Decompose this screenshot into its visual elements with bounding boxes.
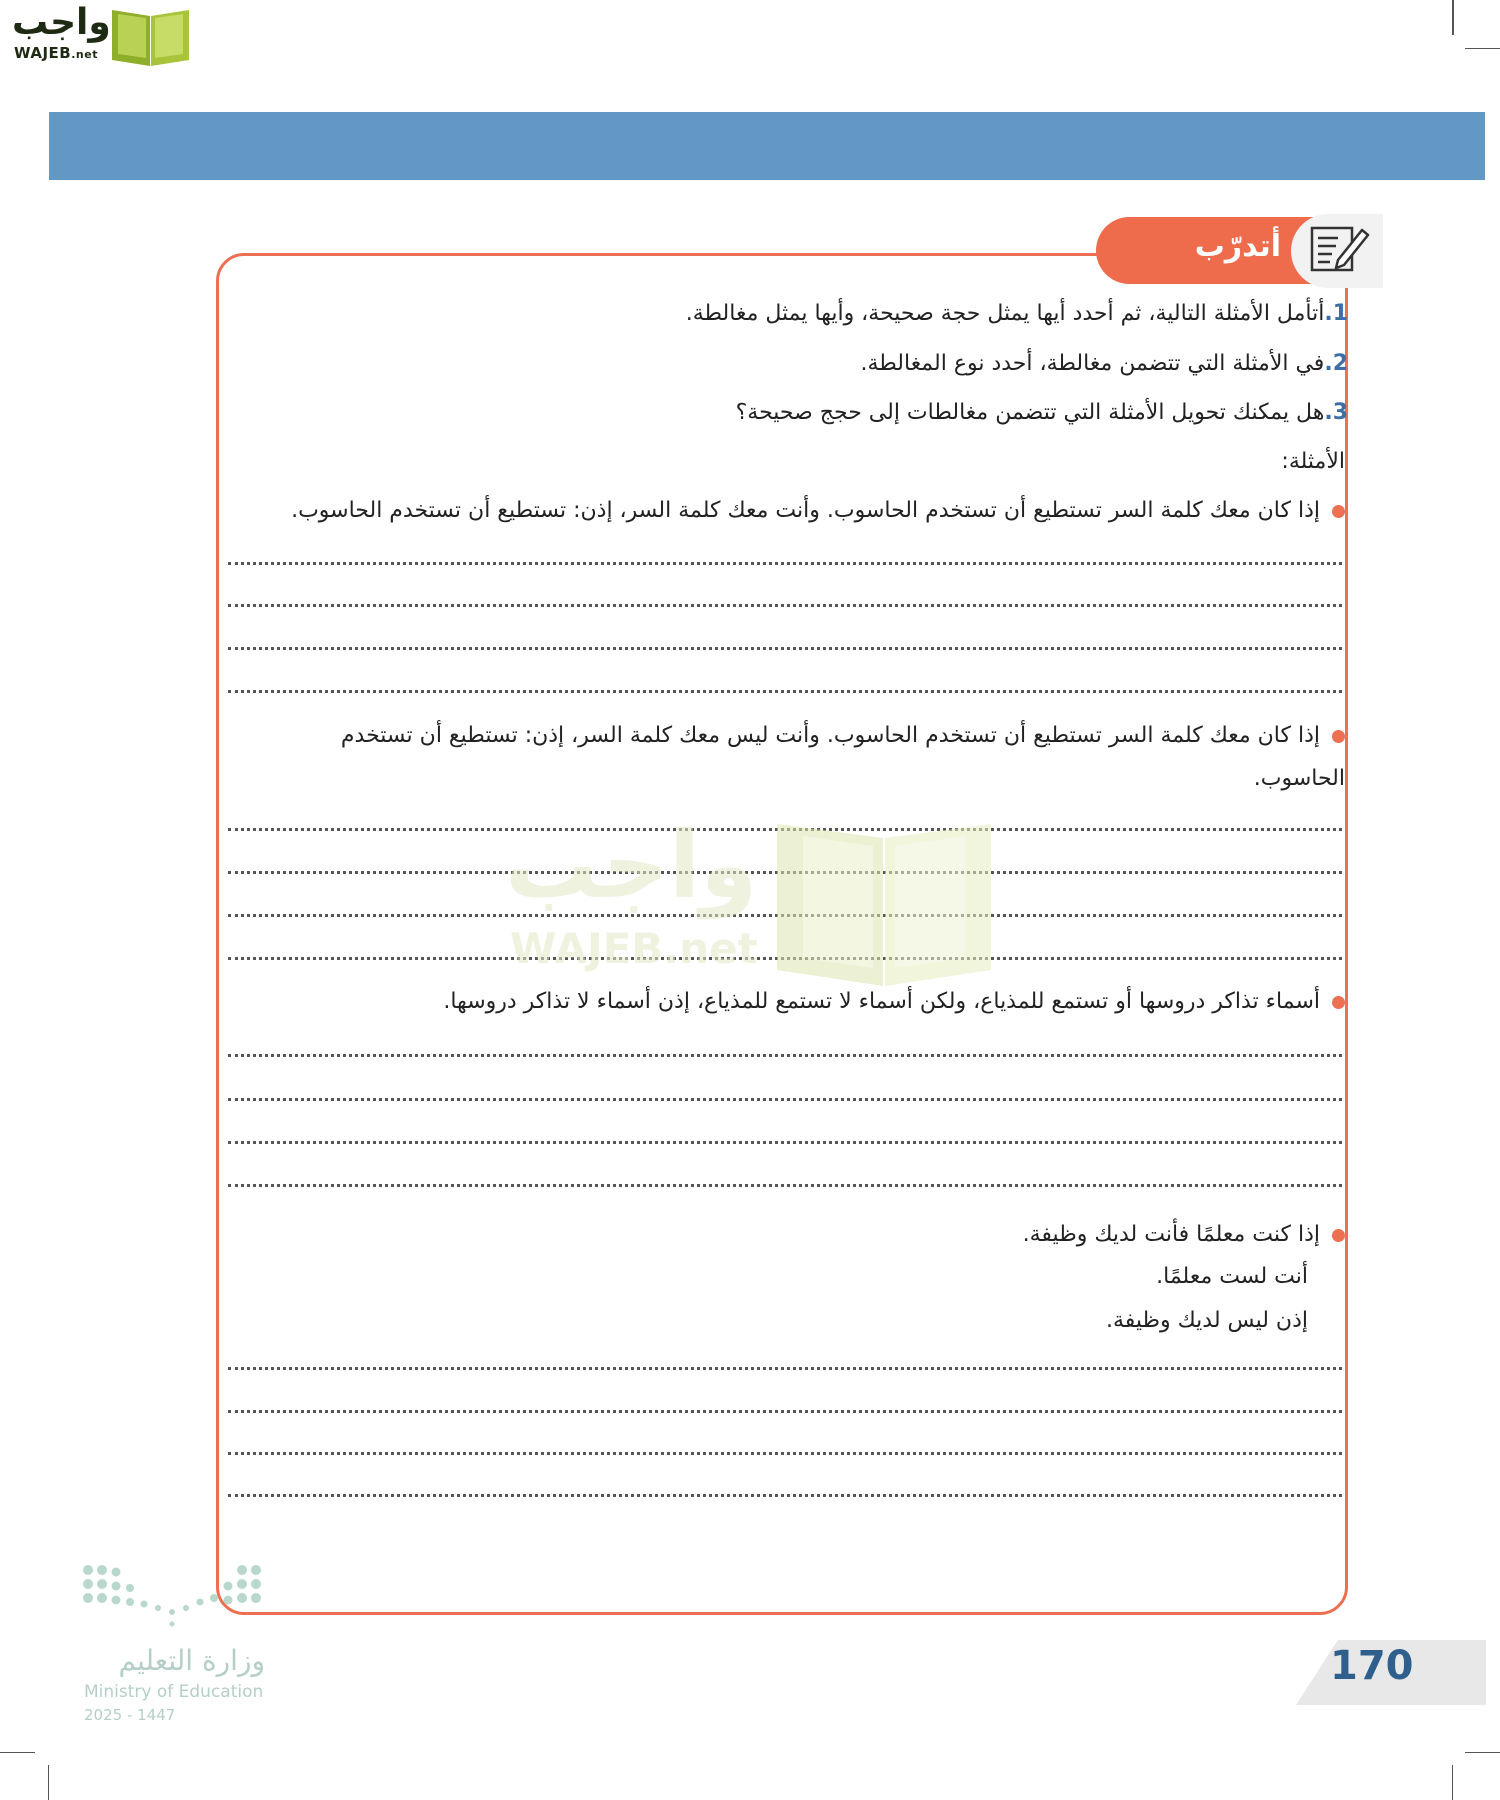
bullet-icon (1332, 730, 1345, 743)
instruction-2 (860, 349, 1348, 379)
instruction-number: 2. (1324, 351, 1348, 376)
answer-line[interactable] (228, 1141, 1342, 1144)
example-2-line: إذا كان معك كلمة السر تستطيع أن تستخدم الحاسوب. وأنت ليس معك كلمة السر، إذن: تستطيع أن تستخدم (341, 721, 1345, 751)
answer-line[interactable] (228, 1452, 1342, 1455)
ministry-name-english: Ministry of Education (84, 1682, 264, 1702)
instruction-number: 1. (1324, 301, 1348, 326)
crop-mark (1452, 0, 1454, 35)
section-tab-label: أتدرّب (1194, 229, 1281, 264)
logo-arabic-text: واجب (12, 2, 111, 43)
answer-line[interactable] (228, 690, 1342, 693)
crop-mark (1452, 1765, 1453, 1800)
bullet-icon (1332, 996, 1345, 1009)
example-4-line: إذا كنت معلمًا فأنت لديك وظيفة. (1023, 1220, 1345, 1250)
examples-label: الأمثلة: (1281, 449, 1345, 474)
answer-line[interactable] (228, 562, 1342, 565)
example-3-line: أسماء تذاكر دروسها أو تستمع للمذياع، ولكن أسماء لا تستمع للمذياع، إذن أسماء لا تذاكر دروسها. (443, 987, 1345, 1017)
wajeb-logo[interactable] (8, 2, 193, 72)
instruction-text: في الأمثلة التي تتضمن مغالطة، أحدد نوع المغالطة. (860, 351, 1325, 376)
book-icon (108, 6, 193, 68)
logo-english-text: WAJEB.net (14, 44, 98, 62)
answer-line[interactable] (228, 1367, 1342, 1370)
header-band (49, 112, 1485, 180)
bullet-icon (1332, 505, 1345, 518)
section-tab (1096, 217, 1316, 284)
instruction-text: أتأمل الأمثلة التالية، ثم أحدد أيها يمثل حجة صحيحة، وأيها يمثل مغالطة. (685, 301, 1325, 326)
crop-mark (1465, 48, 1500, 49)
answer-line[interactable] (228, 1494, 1342, 1497)
watermark-arabic: واجب (505, 812, 758, 919)
crop-mark (48, 1765, 49, 1800)
bullet-icon (1332, 1229, 1345, 1242)
answer-line[interactable] (228, 604, 1342, 607)
example-4-line: أنت لست معلمًا. (1156, 1264, 1308, 1289)
instruction-1 (686, 299, 1348, 329)
page-number: 170 (1330, 1643, 1414, 1689)
answer-line[interactable] (228, 1184, 1342, 1187)
ministry-dots-icon (80, 1562, 270, 1628)
answer-line[interactable] (228, 1410, 1342, 1413)
answer-line[interactable] (228, 1054, 1342, 1057)
example-2-line: الحاسوب. (1253, 766, 1345, 791)
crop-mark (0, 1752, 35, 1753)
watermark-english: WAJEB.net (510, 924, 758, 973)
ministry-name-arabic: وزارة التعليم (118, 1644, 265, 1677)
instruction-number: 3. (1324, 400, 1348, 425)
instruction-3 (736, 398, 1348, 428)
ministry-year: 2025 - 1447 (84, 1706, 176, 1724)
answer-line[interactable] (228, 1098, 1342, 1101)
ministry-logo (80, 1562, 280, 1732)
example-4-line: إذن ليس لديك وظيفة. (1105, 1308, 1308, 1333)
answer-line[interactable] (228, 647, 1342, 650)
crop-mark (1465, 1752, 1500, 1753)
notepad-pencil-icon (1308, 222, 1370, 274)
watermark-book-icon (773, 818, 995, 988)
example-1-line: إذا كان معك كلمة السر تستطيع أن تستخدم الحاسوب. وأنت معك كلمة السر، إذن: تستطيع أن تستخدم الحاسوب. (291, 496, 1345, 526)
instruction-text: هل يمكنك تحويل الأمثلة التي تتضمن مغالطات إلى حجج صحيحة؟ (735, 400, 1325, 425)
